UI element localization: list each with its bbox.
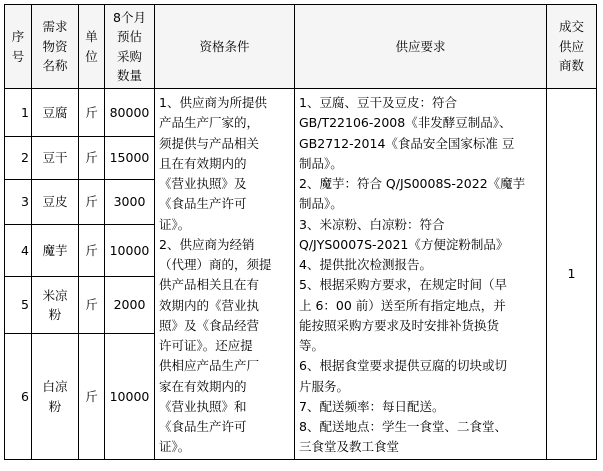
supply-requirements-cell: 1、豆腐、豆干及豆皮：符合 GB/T22106-2008《非发酵豆制品》、 GB2712-2014《食品安全国家标准 豆 制品》。 2、魔芋：符合 Q/JS0008S-2022《魔芋 制品》。 3、米凉粉、白凉粉：符合 Q/JYS0007S-2021《方便淀粉制品》 4、提供批次检测报告。 5、根据采购方要求，在规定时间（早 上 6：00 前）送至所有指定地点，并 能按照采购方要求及时安排补货换货 等。 6、根据食堂要求提供豆腐的切块或切 片服务。 7、配送频率：每日配送。 8、配送地点：学生一食堂、二食堂、 三食堂及教工食堂	[295, 89, 547, 460]
row-unit: 斤	[79, 89, 105, 137]
table-row	[5, 89, 597, 137]
header-unit: 单 位	[79, 5, 105, 89]
row-quantity: 15000	[105, 137, 155, 180]
qualification-cell: 1、供应商为所提供 产品生产厂家的， 须提供与产品相关 且在有效期内的 《营业执照》及 《食品生产许可 证》。 2、供应商为经销 （代理）商的，须提 供产品相关且在有 效期内的《营业执 照》及《食品经营 许可证》。还应提 供相应产品生产厂 家在有效期内的 《营业执照》和 《食品生产许可 证》。	[155, 89, 295, 460]
row-unit: 斤	[79, 334, 105, 460]
row-material-name: 白凉 粉	[32, 334, 79, 460]
row-quantity: 10000	[105, 225, 155, 277]
procurement-table	[4, 4, 597, 460]
row-seq: 4	[5, 225, 32, 277]
row-seq: 6	[5, 334, 32, 460]
row-seq: 5	[5, 277, 32, 334]
row-material-name: 豆干	[32, 137, 79, 180]
row-material-name: 豆腐	[32, 89, 79, 137]
row-unit: 斤	[79, 277, 105, 334]
header-seq: 序 号	[5, 5, 32, 89]
header-qualification: 资格条件	[155, 5, 295, 89]
row-material-name: 米凉 粉	[32, 277, 79, 334]
row-material-name: 魔芋	[32, 225, 79, 277]
header-quantity: 8个月 预估 采购 数量	[105, 5, 155, 89]
header-material-name: 需求 物资 名称	[32, 5, 79, 89]
supplier-count-cell: 1	[547, 89, 597, 460]
row-unit: 斤	[79, 225, 105, 277]
header-supply-requirements: 供应要求	[295, 5, 547, 89]
row-material-name: 豆皮	[32, 180, 79, 225]
row-quantity: 10000	[105, 334, 155, 460]
row-unit: 斤	[79, 180, 105, 225]
header-supplier-count: 成交 供应 商数	[547, 5, 597, 89]
row-quantity: 2000	[105, 277, 155, 334]
row-unit: 斤	[79, 137, 105, 180]
row-quantity: 3000	[105, 180, 155, 225]
row-seq: 2	[5, 137, 32, 180]
row-quantity: 80000	[105, 89, 155, 137]
header-row	[5, 5, 597, 89]
row-seq: 3	[5, 180, 32, 225]
row-seq: 1	[5, 89, 32, 137]
